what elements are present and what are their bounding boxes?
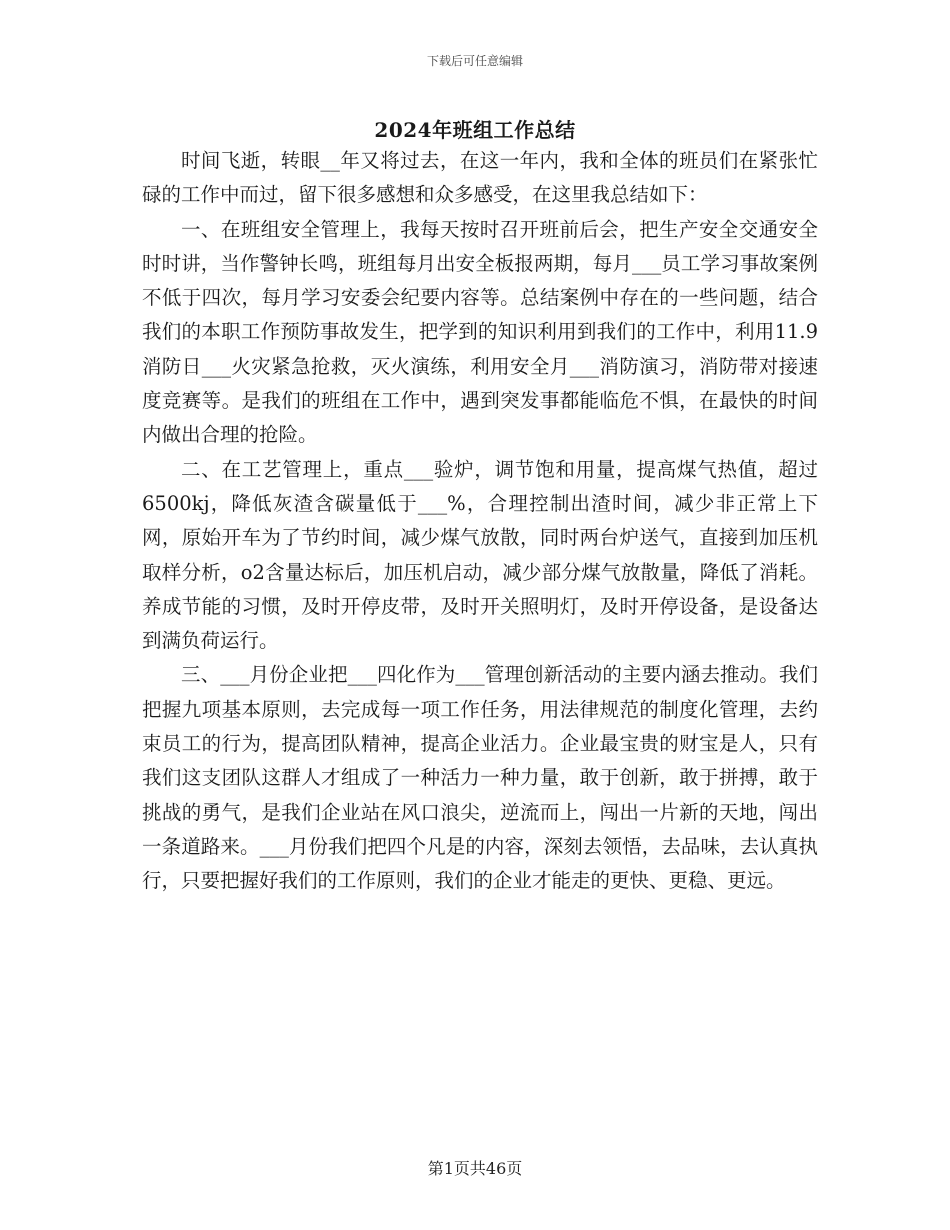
paragraph-process: 二、在工艺管理上，重点___验炉，调节饱和用量，提高煤气热值，超过6500kj，降低灰渣含碳量低于___%，合理控制出渣时间，减少非正常上下网，原始开车为了节约时间，减少煤气放散，同时两台炉送气，直接到加压机取样分析，o2含量达标后，加压机启动，减少部分煤气放散量，降低了消耗。养成节能的习惯，及时开停皮带，及时开关照明灯，及时开停设备，是设备达到满负荷运行。: [142, 457, 818, 653]
document-body: [142, 144, 818, 899]
document-title: 2024年班组工作总结: [374, 118, 576, 142]
paragraph-management: 三、___月份企业把___四化作为___管理创新活动的主要内涵去推动。我们把握九项基本原则，去完成每一项工作任务，用法律规范的制度化管理，去约束员工的行为，提高团队精神，提高企业活力。企业最宝贵的财宝是人，只有我们这支团队这群人才组成了一种活力一种力量，敢于创新，敢于拼搏，敢于挑战的勇气，是我们企业站在风口浪尖，逆流而上，闯出一片新的天地，闯出一条道路来。___月份我们把四个凡是的内容，深刻去领悟，去品味，去认真执行，只要把握好我们的工作原则，我们的企业才能走的更快、更稳、更远。: [142, 663, 818, 893]
page-number: 第1页共46页: [427, 1159, 523, 1178]
paragraph-intro: 时间飞逝，转眼__年又将过去，在这一年内，我和全体的班员们在紧张忙碌的工作中而过，留下很多感想和众多感受，在这里我总结如下：: [142, 149, 818, 207]
paragraph-safety: 一、在班组安全管理上，我每天按时召开班前后会，把生产安全交通安全时时讲，当作警钟长鸣，班组每月出安全板报两期，每月___员工学习事故案例不低于四次，每月学习安委会纪要内容等。总结案例中存在的一些问题，结合我们的本职工作预防事故发生，把学到的知识利用到我们的工作中，利用11.9消防日___火灾紧急抢救，灭火演练，利用安全月___消防演习，消防带对接速度竞赛等。是我们的班组在工作中，遇到突发事都能临危不惧，在最快的时间内做出合理的抢险。: [142, 217, 818, 447]
header-note: 下载后可任意编辑: [426, 54, 523, 68]
